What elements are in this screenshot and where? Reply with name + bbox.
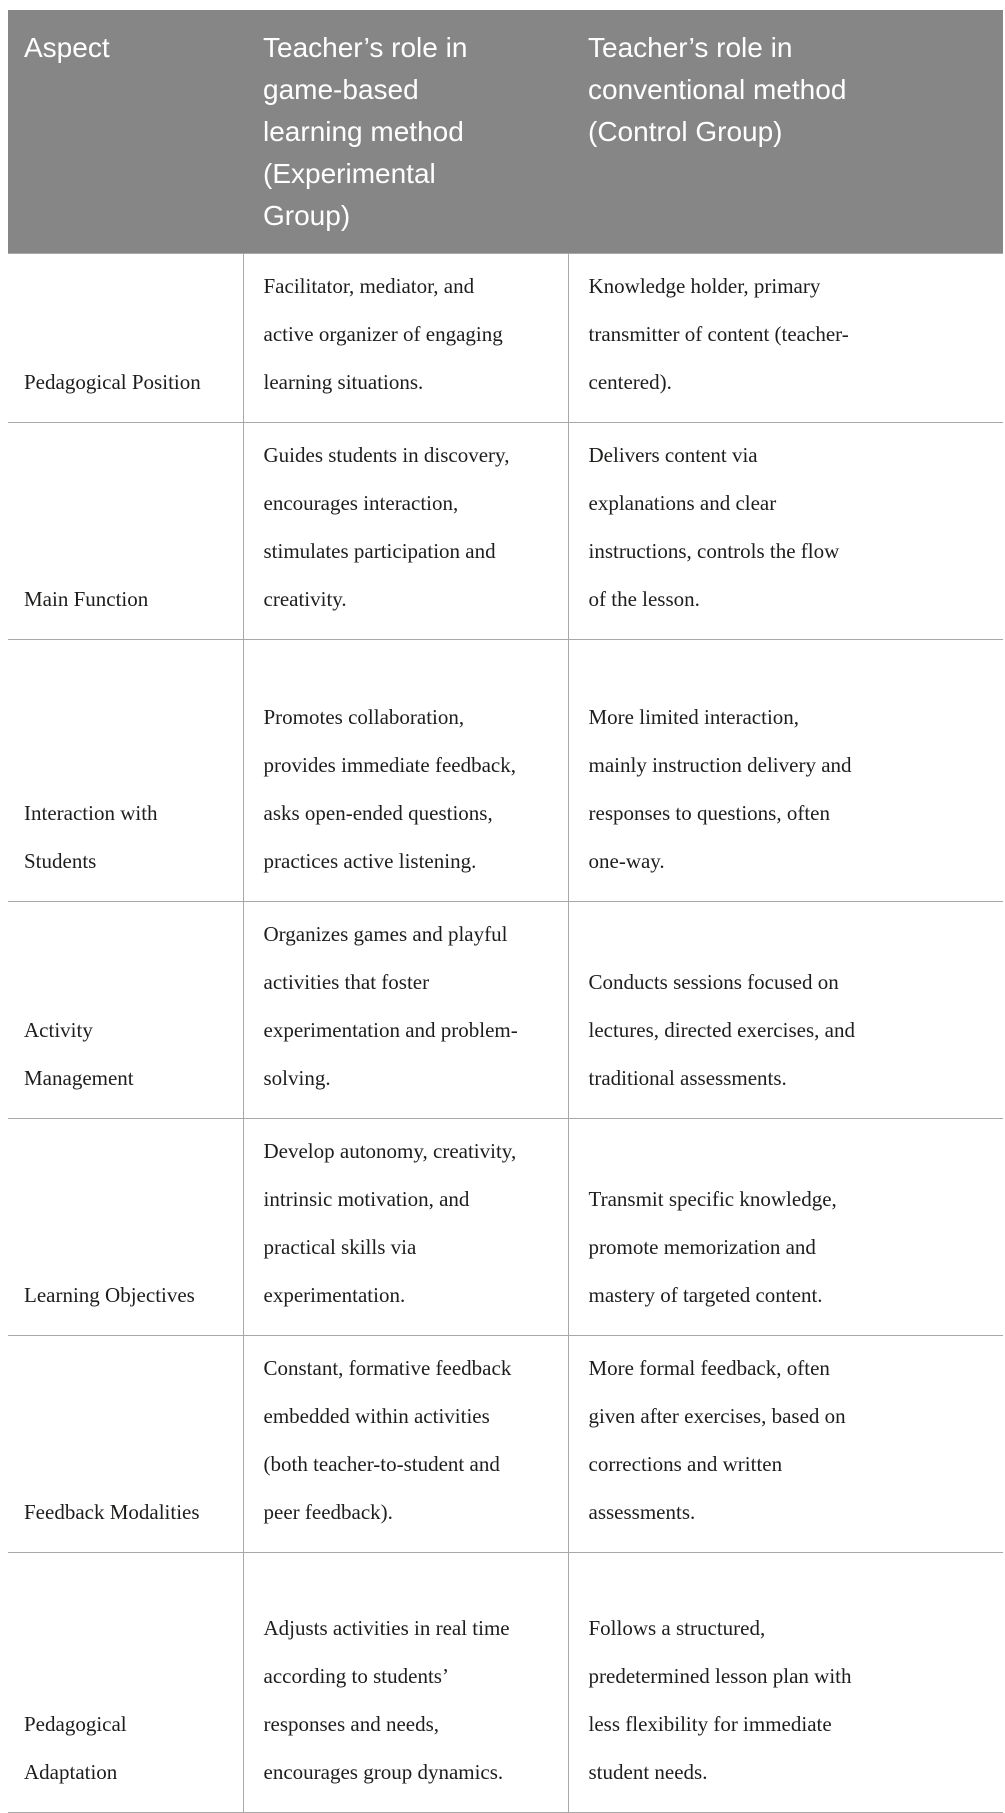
aspect-cell: Main Function	[8, 423, 243, 640]
aspect-cell: Pedagogical Position	[8, 254, 243, 423]
aspect-cell: Pedagogical Adaptation	[8, 1553, 243, 1813]
control-cell: Transmit specific knowledge, promote memorization and mastery of targeted content.	[568, 1119, 1003, 1336]
experimental-cell: Facilitator, mediator, and active organizer of engaging learning situations.	[243, 254, 568, 423]
column-header-aspect: Aspect	[8, 10, 243, 254]
aspect-cell: Activity Management	[8, 902, 243, 1119]
table-row	[8, 1553, 1003, 1813]
column-header-control-group: Teacher’s role in conventional method (Control Group)	[568, 10, 1003, 254]
table-row	[8, 1119, 1003, 1336]
experimental-cell: Adjusts activities in real time according to students’ responses and needs, encourages group dynamics.	[243, 1553, 568, 1813]
control-cell: Conducts sessions focused on lectures, directed exercises, and traditional assessments.	[568, 902, 1003, 1119]
column-header-experimental-group: Teacher’s role in game-based learning method (Experimental Group)	[243, 10, 568, 254]
table-row	[8, 423, 1003, 640]
table-row	[8, 1336, 1003, 1553]
control-cell: Knowledge holder, primary transmitter of content (teacher-centered).	[568, 254, 1003, 423]
header-row	[8, 10, 1003, 254]
table-row	[8, 902, 1003, 1119]
control-cell: More limited interaction, mainly instruction delivery and responses to questions, often one-way.	[568, 640, 1003, 902]
experimental-cell: Promotes collaboration, provides immediate feedback, asks open-ended questions, practices active listening.	[243, 640, 568, 902]
teacher-role-comparison-table	[8, 10, 1003, 1813]
aspect-cell: Learning Objectives	[8, 1119, 243, 1336]
table-row	[8, 640, 1003, 902]
experimental-cell: Constant, formative feedback embedded within activities (both teacher-to-student and peer feedback).	[243, 1336, 568, 1553]
experimental-cell: Guides students in discovery, encourages interaction, stimulates participation and creativity.	[243, 423, 568, 640]
aspect-cell: Interaction with Students	[8, 640, 243, 902]
aspect-cell: Feedback Modalities	[8, 1336, 243, 1553]
table-row	[8, 254, 1003, 423]
control-cell: Follows a structured, predetermined lesson plan with less flexibility for immediate student needs.	[568, 1553, 1003, 1813]
control-cell: Delivers content via explanations and clear instructions, controls the flow of the lesson.	[568, 423, 1003, 640]
experimental-cell: Develop autonomy, creativity, intrinsic motivation, and practical skills via experimentation.	[243, 1119, 568, 1336]
control-cell: More formal feedback, often given after exercises, based on corrections and written assessments.	[568, 1336, 1003, 1553]
experimental-cell: Organizes games and playful activities that foster experimentation and problem-solving.	[243, 902, 568, 1119]
